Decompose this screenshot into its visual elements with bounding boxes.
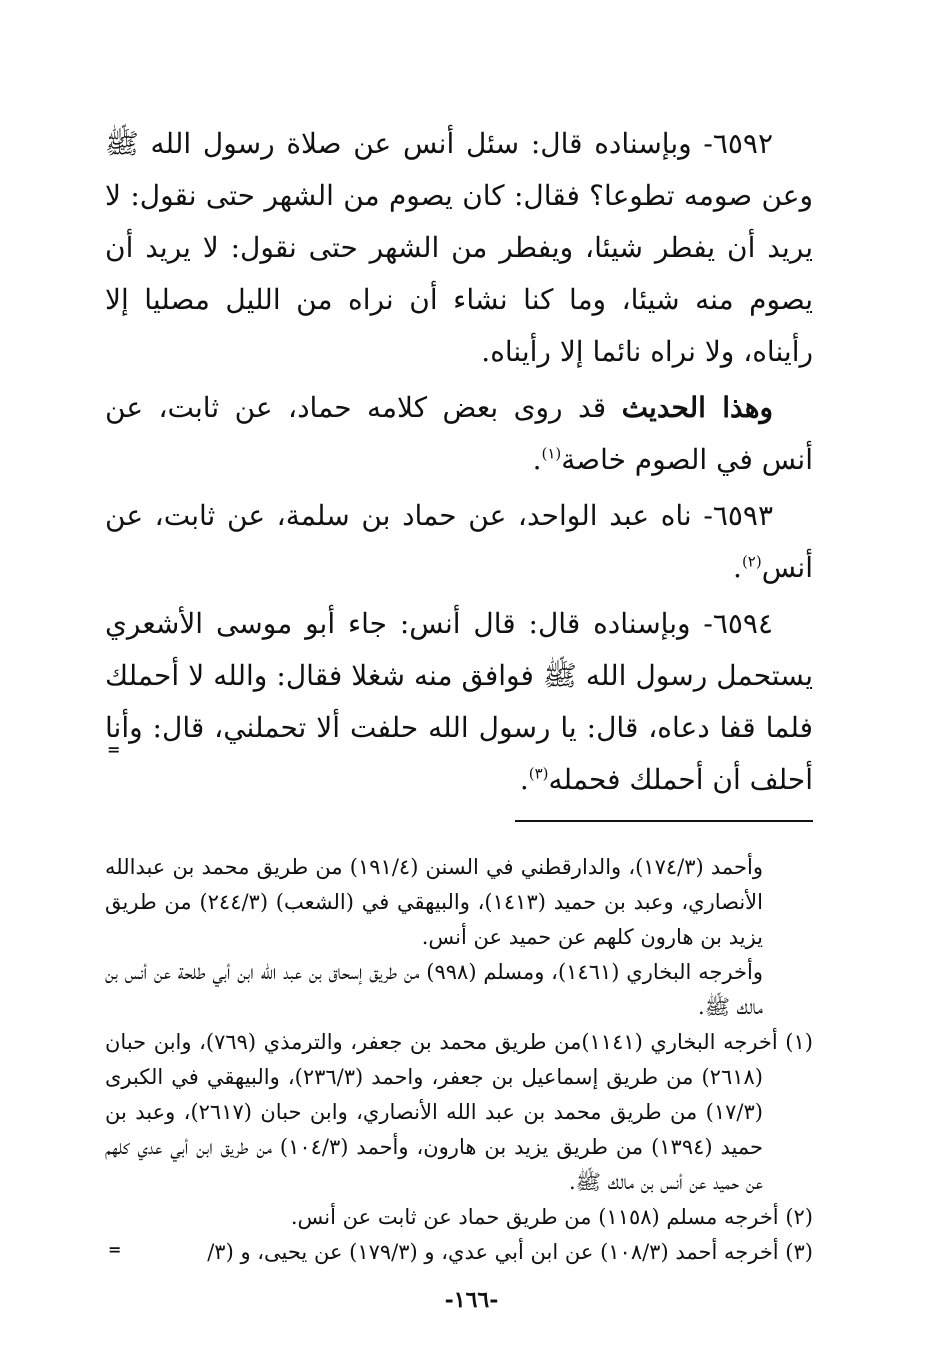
footnote-continuation-1: وأحمد (١٧٤/٣)، والدارقطني في السنن (١٩١/٤) من طريق محمد بن عبدالله الأنصاري، وعبد بن حميد (١٤١٣)، والبيهقي في (الشعب) (٢٤٤/٣) من طريق يزيد بن هارون كلهم عن حميد عن أنس. [105,855,763,949]
hadith-note: وهذا الحديث قد روى بعض كلامه حماد، عن ثابت، عن أنس في الصوم خاصة$^{(١)}$. [105,391,813,476]
footnote-continuation-2: وأخرجه البخاري (١٤٦١)، ومسلم (٩٩٨) من طريق إسحاق بن عبد الله ابن أبي طلحة عن أنس بن مالك ﷺ. [105,960,763,1019]
hadith-6593-text: ٦٥٩٣- ناه عبد الواحد، عن حماد بن سلمة، عن ثابت، عن أنس [105,499,813,584]
continuation-mark-top: = [107,740,121,759]
footnote-2: (٢) أخرجه مسلم (١١٥٨) من طريق حماد عن ثابت عن أنس. [290,1205,813,1229]
hadith-6592: ٦٥٩٢- وبإسناده قال: سئل أنس عن صلاة رسول الله ﷺ وعن صومه تطوعا؟ فقال: كان يصوم من الشهر حتى نقول: لا يريد أن يفطر شيئا، ويفطر من الشهر حتى نقول: لا يريد أن يصوم منه شيئا، وما كنا نشاء أن نراه من الليل مصليا إلا رأيناه، ولا نراه نائما إلا رأيناه. [105,127,814,368]
footnote-ref-1[interactable]: (١) [541,444,562,463]
hadith-6593: ٦٥٩٣- ناه عبد الواحد، عن حماد بن سلمة، عن ثابت، عن أنس$^{(٢)}$. [105,499,813,584]
page-number: -١٦٦- [444,1287,499,1313]
note-text: قد روى بعض كلامه حماد، عن ثابت، عن أنس في الصوم خاصة [105,391,813,476]
hadith-6594: ٦٥٩٤- وبإسناده قال: قال أنس: جاء أبو موسى الأشعري يستحمل رسول الله ﷺ فوافق منه شغلا فقال: والله لا أحملك فلما قفا دعاه، قال: يا رسول الله حلفت ألا تحملني، قال: وأنا أحلف أن أحملك فحمله$^{(٣)}$. [105,607,813,796]
main-text [105,118,813,806]
footnote-1: (١) أخرجه البخاري (١١٤١)من طريق محمد بن جعفر، والترمذي (٧٦٩)، وابن حبان (٢٦١٨) من طريق إسماعيل بن جعفر، واحمد (٢٣٦/٣)، والبيهقي في الكبرى (١٧/٣) من طريق محمد بن عبد الله الأنصاري، وابن حبان (٢٦١٧)، وعبد بن حميد (١٣٩٤) من طريق يزيد بن هارون، وأحمد (١٠٤/٣) من طريق ابن أبي عدي كلهم عن حميد عن أنس بن مالك ﷺ. [105,1030,813,1194]
page-body [105,118,813,1270]
footnote-separator [515,820,813,822]
note-heading: وهذا الحديث [621,391,773,424]
footnote-3: (٣) أخرجه أحمد (١٠٨/٣) عن ابن أبي عدي، و (١٧٩/٣) عن يحيى، و (٣/ [207,1240,813,1264]
continuation-mark-bottom: = [108,1240,122,1259]
footnote-ref-2[interactable]: (٢) [741,552,762,571]
footnote-ref-3[interactable]: (٣) [528,764,549,783]
footnotes [105,850,813,1270]
hadith-6594-text: ٦٥٩٤- وبإسناده قال: قال أنس: جاء أبو موسى الأشعري يستحمل رسول الله ﷺ فوافق منه شغلا فقال: والله لا أحملك فلما قفا دعاه، قال: يا رسول الله حلفت ألا تحملني، قال: وأنا أحلف أن أحملك فحمله [105,607,813,796]
